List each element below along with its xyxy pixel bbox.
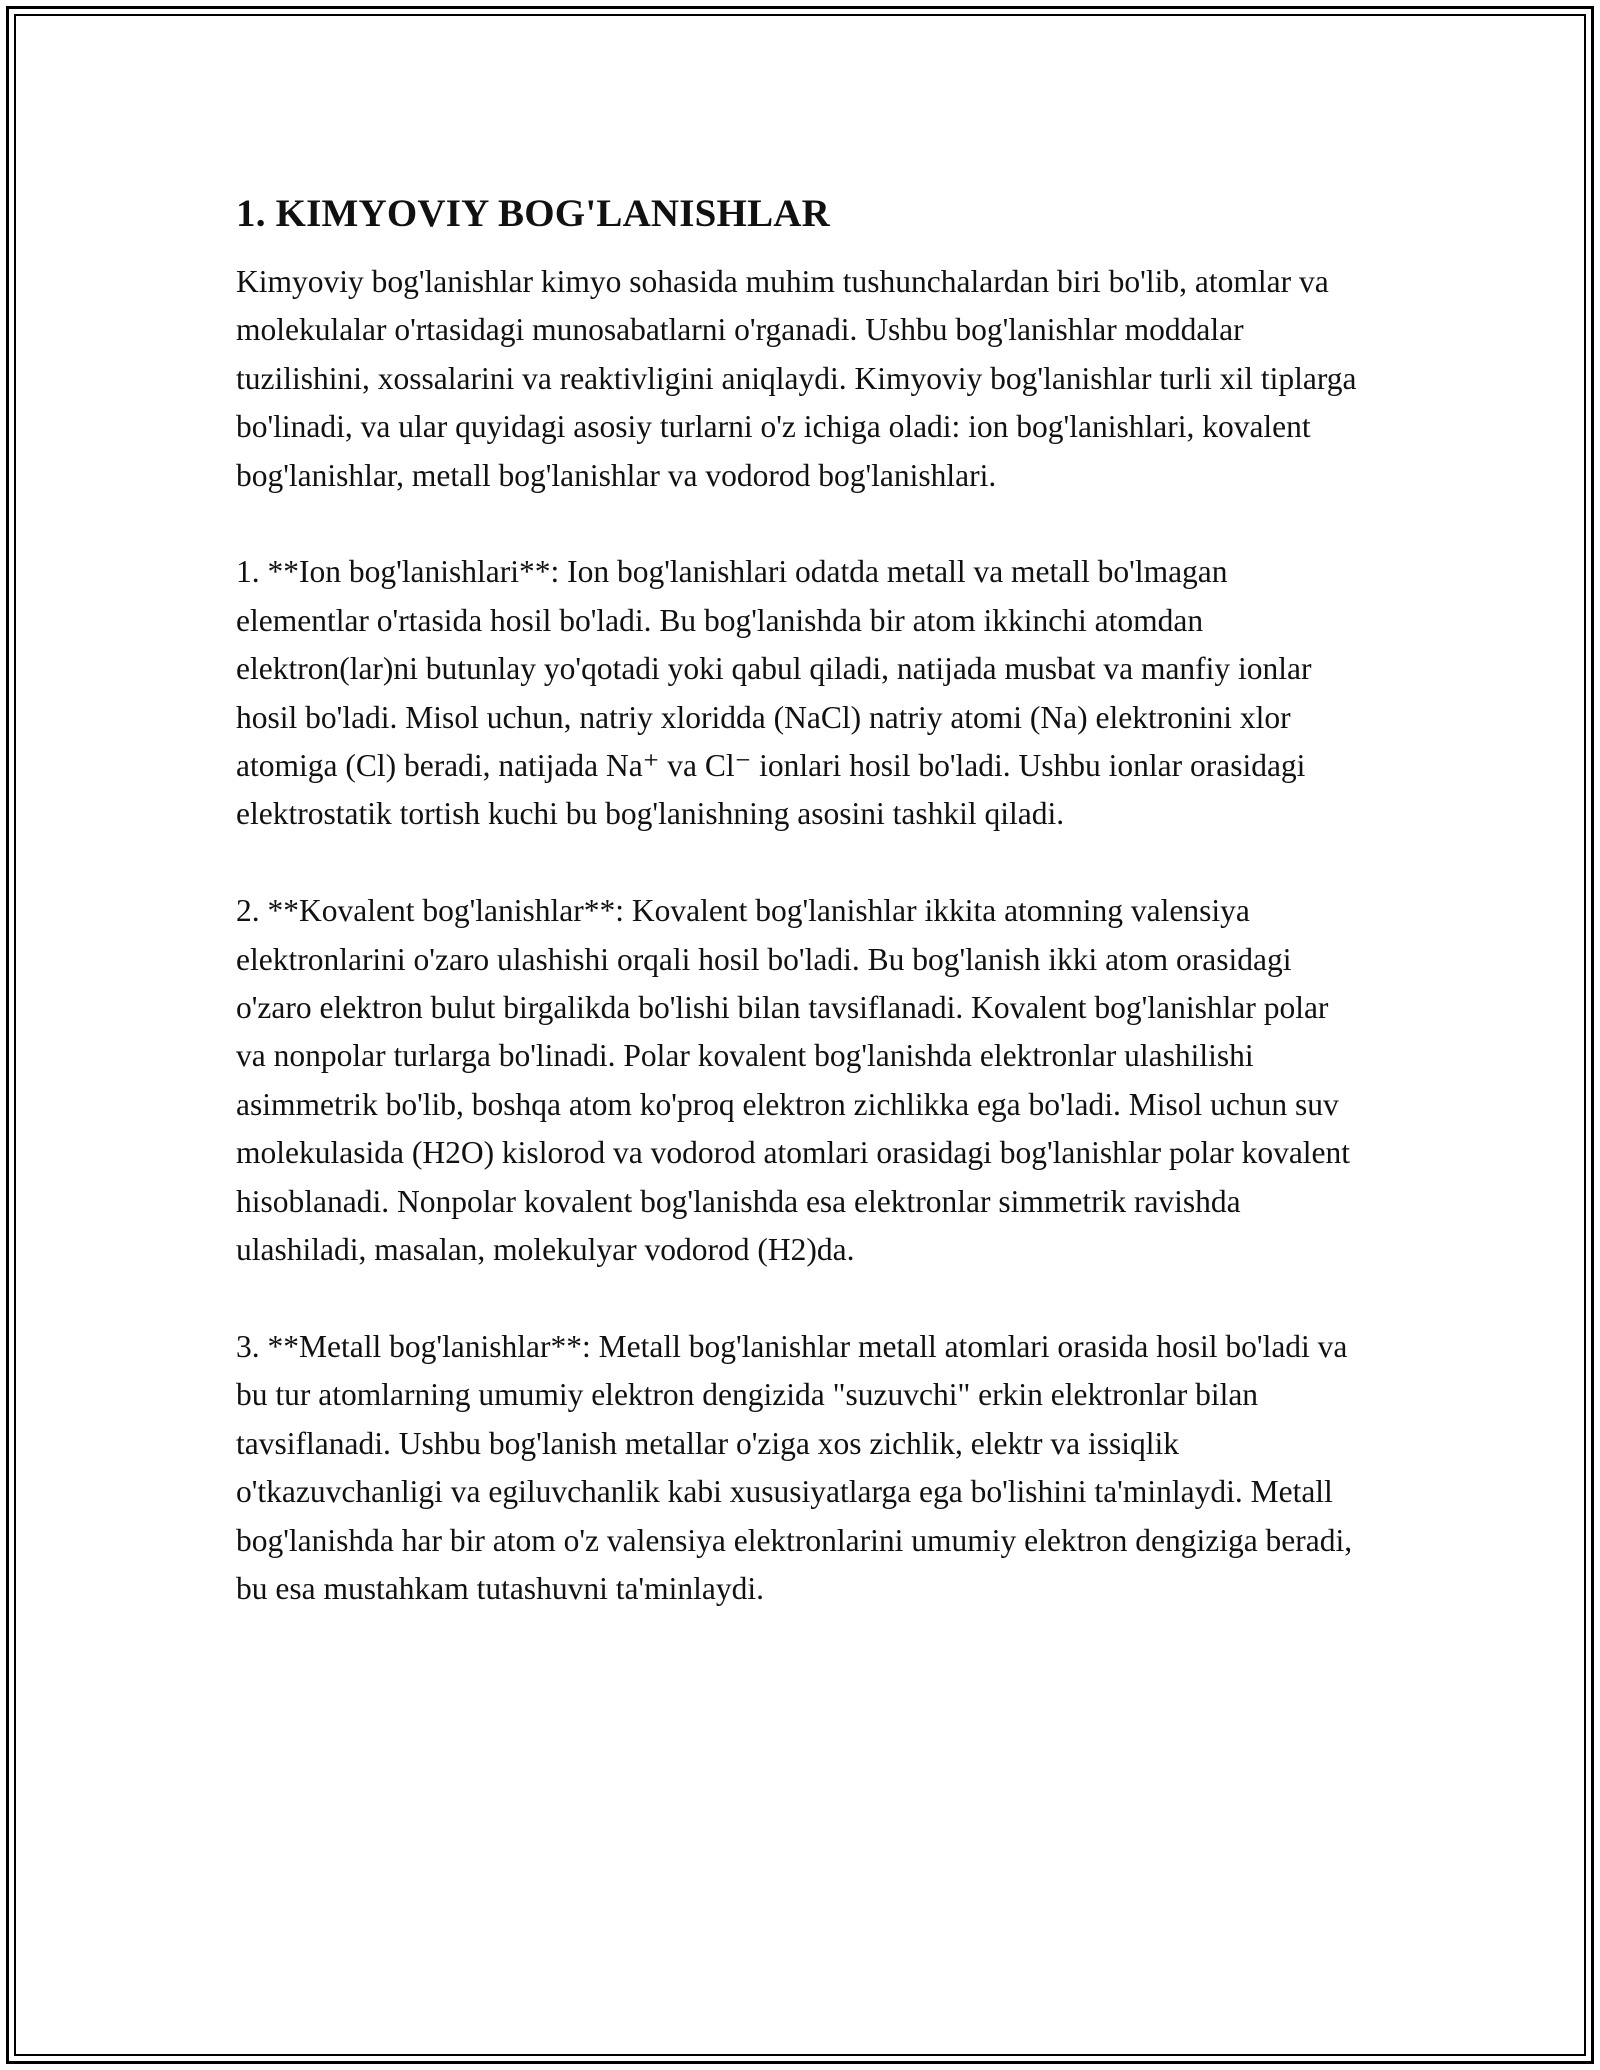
intro-paragraph: Kimyoviy bog'lanishlar kimyo sohasida muhim tushunchalardan biri bo'lib, atomlar va molekulalar o'rtasidagi munosabatlarni o'rganadi. Ushbu bog'lanishlar moddalar tuzilishini, xossalarini va reaktivligini aniqlaydi. Kimyoviy bog'lanishlar turli xil tiplarga bo'linadi, va ular quyidagi asosiy turlarni o'z ichiga oladi: ion bog'lanishlari, kovalent bog'lanishlar, metall bog'lanishlar va vodorod bog'lanishlari. (236, 264, 1357, 493)
ion-bonds-paragraph: 1. **Ion bog'lanishlari**: Ion bog'lanishlari odatda metall va metall bo'lmagan elementlar o'rtasida hosil bo'ladi. Bu bog'lanishda bir atom ikkinchi atomdan elektron(lar)ni butunlay yo'qotadi yoki qabul qiladi, natijada musbat va manfiy ionlar hosil bo'ladi. Misol uchun, natriy xloridda (NaCl) natriy atomi (Na) elektronini xlor atomiga (Cl) beradi, natijada Na⁺ va Cl⁻ ionlari hosil bo'ladi. Ushbu ionlar orasidagi elektrostatik tortish kuchi bu bog'lanishning asosini tashkil qiladi. (236, 554, 1312, 832)
document-title: 1. KIMYOVIY BOG'LANISHLAR (236, 192, 831, 235)
covalent-bonds-paragraph: 2. **Kovalent bog'lanishlar**: Kovalent bog'lanishlar ikkita atomning valensiya elektronlarini o'zaro ulashishi orqali hosil bo'ladi. Bu bog'lanish ikki atom orasidagi o'zaro elektron bulut birgalikda bo'lishi bilan tavsiflanadi. Kovalent bog'lanishlar polar va nonpolar turlarga bo'linadi. Polar kovalent bog'lanishda elektronlar ulashilishi asimmetrik bo'lib, boshqa atom ko'proq elektron zichlikka ega bo'ladi. Misol uchun suv molekulasida (H2O) kislorod va vodorod atomlari orasidagi bog'lanishlar polar kovalent hisoblanadi. Nonpolar kovalent bog'lanishda esa elektronlar simmetrik ravishda ulashiladi, masalan, molekulyar vodorod (H2)da. (236, 893, 1351, 1268)
document-body (236, 188, 1366, 1613)
metallic-bonds-paragraph: 3. **Metall bog'lanishlar**: Metall bog'lanishlar metall atomlari orasida hosil bo'ladi va bu tur atomlarning umumiy elektron dengizida "suzuvchi" erkin elektronlar bilan tavsiflanadi. Ushbu bog'lanish metallar o'ziga xos zichlik, elektr va issiqlik o'tkazuvchanligi va egiluvchanlik kabi xususiyatlarga ega bo'lishini ta'minlaydi. Metall bog'lanishda har bir atom o'z valensiya elektronlarini umumiy elektron dengiziga beradi, bu esa mustahkam tutashuvni ta'minlaydi. (236, 1328, 1353, 1606)
